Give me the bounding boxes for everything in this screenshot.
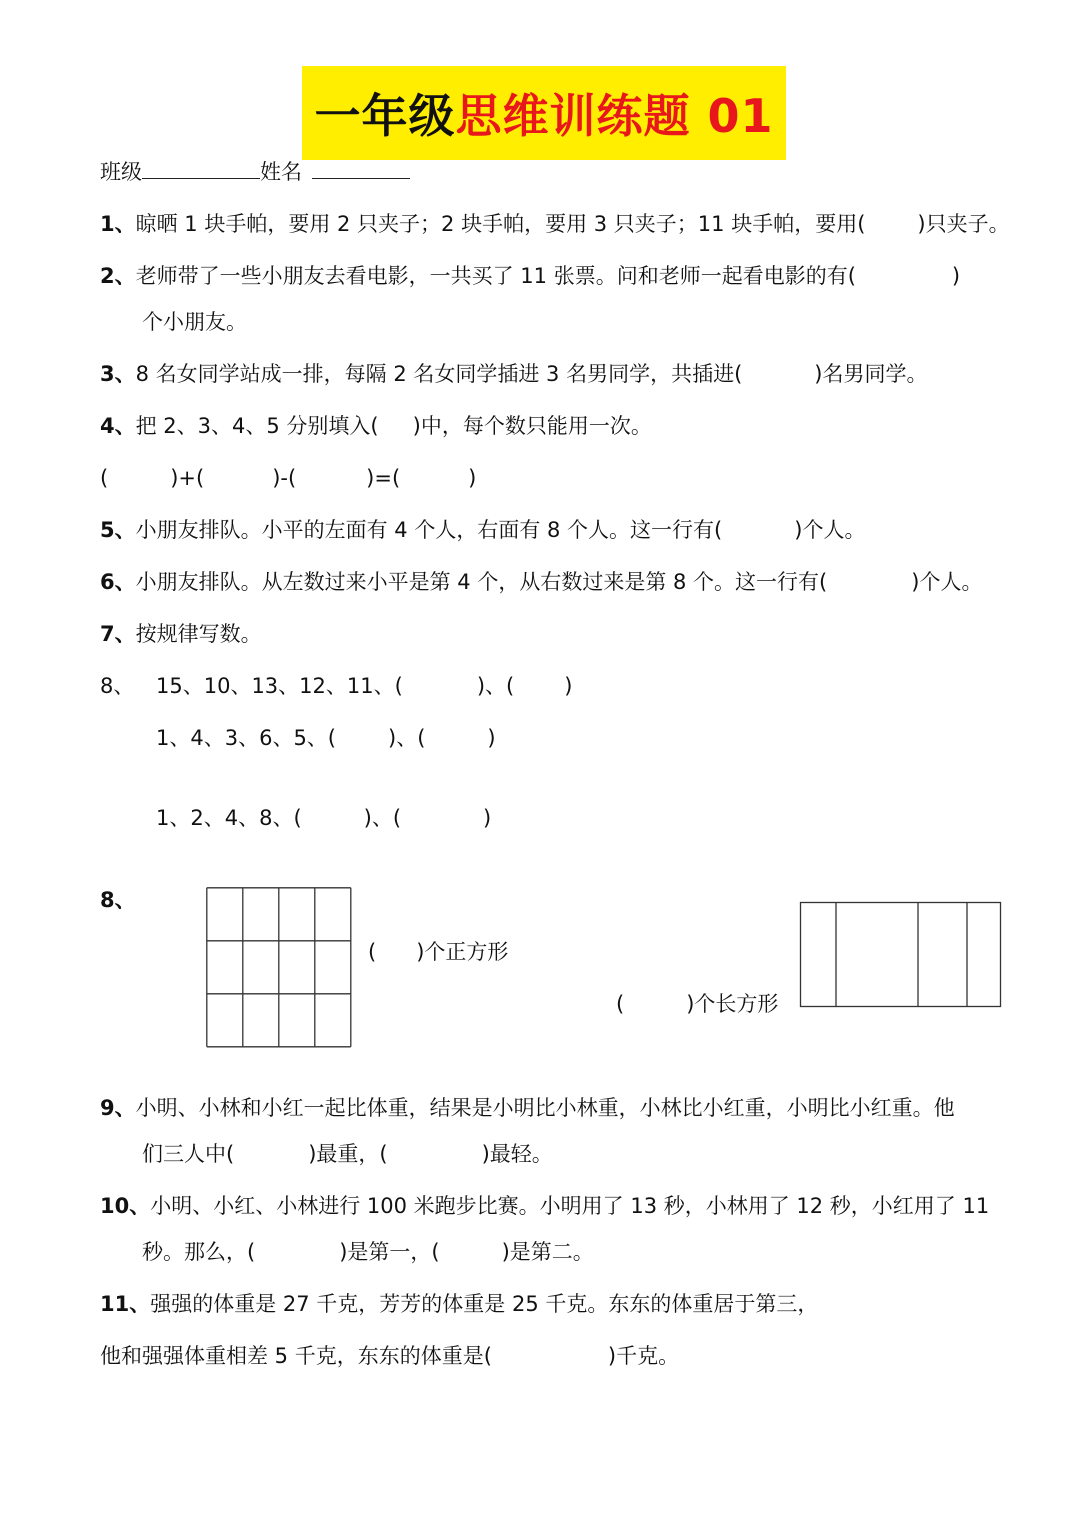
question-text: )只夹子。 bbox=[917, 212, 1010, 236]
question-text: 晾晒 1 块手帕，要用 2 只夹子；2 块手帕，要用 3 只夹子；11 块手帕，要用( bbox=[135, 212, 866, 236]
answer-text: ( bbox=[368, 940, 377, 964]
question-number: 1 bbox=[100, 212, 115, 236]
question-10 bbox=[100, 1192, 989, 1220]
name-label: 姓名 bbox=[260, 160, 302, 184]
question-number: 8 bbox=[100, 888, 115, 912]
squares-answer bbox=[368, 938, 508, 966]
question-separator: 、 bbox=[113, 674, 135, 698]
question-2 bbox=[100, 262, 960, 290]
question-text: 小朋友排队。小平的左面有 4 个人，右面有 8 个人。这一行有( bbox=[135, 518, 723, 542]
question-4 bbox=[100, 412, 652, 440]
question-10-continued bbox=[142, 1238, 594, 1266]
question-11-continued bbox=[100, 1342, 679, 1370]
equation-part: )=( bbox=[366, 466, 401, 490]
answer-text: )个正方形 bbox=[416, 940, 509, 964]
page-title bbox=[314, 80, 773, 146]
name-field[interactable] bbox=[312, 158, 410, 179]
question-number: 4 bbox=[100, 414, 115, 438]
question-text: )最重，( bbox=[308, 1142, 388, 1166]
question-2-continued bbox=[142, 308, 247, 336]
question-number: 7 bbox=[100, 622, 115, 646]
question-separator: 、 bbox=[129, 1292, 151, 1316]
answer-text: )个长方形 bbox=[686, 992, 779, 1016]
question-separator: 、 bbox=[114, 518, 136, 542]
question-separator: 、 bbox=[114, 362, 136, 386]
sequence-text: )、( bbox=[476, 674, 515, 698]
sequence-2 bbox=[156, 724, 496, 752]
question-text: )是第一，( bbox=[339, 1240, 440, 1264]
question-text: 把 2、3、4、5 分别填入( bbox=[135, 414, 379, 438]
question-number: 2 bbox=[100, 264, 115, 288]
question-text: 秒。那么，( bbox=[142, 1240, 256, 1264]
sequence-text: ) bbox=[564, 674, 573, 698]
question-text: 们三人中( bbox=[142, 1142, 235, 1166]
question-1 bbox=[100, 210, 1010, 238]
question-text: ) bbox=[951, 264, 961, 288]
sequence-text: ) bbox=[487, 726, 496, 750]
question-text: 小朋友排队。从左数过来小平是第 4 个，从右数过来是第 8 个。这一行有( bbox=[135, 570, 828, 594]
question-4-equation bbox=[100, 464, 476, 492]
title-banner bbox=[302, 66, 786, 160]
question-number: 10 bbox=[100, 1194, 130, 1218]
question-text: 个小朋友。 bbox=[142, 310, 247, 334]
question-8-sequences bbox=[100, 672, 134, 700]
rectangle-strip-figure bbox=[800, 902, 1001, 1007]
question-text: 强强的体重是 27 千克，芳芳的体重是 25 千克。东东的体重居于第三， bbox=[150, 1292, 819, 1316]
question-separator: 、 bbox=[114, 1096, 136, 1120]
sequence-text: )、( bbox=[388, 726, 426, 750]
question-separator: 、 bbox=[114, 622, 136, 646]
class-label: 班级 bbox=[100, 160, 142, 184]
question-number: 3 bbox=[100, 362, 115, 386]
sequence-text: )、( bbox=[363, 806, 402, 830]
question-9 bbox=[100, 1094, 955, 1122]
question-separator: 、 bbox=[114, 888, 136, 912]
header-line bbox=[100, 158, 410, 186]
question-9-continued bbox=[142, 1140, 553, 1168]
question-number: 6 bbox=[100, 570, 115, 594]
sequence-1 bbox=[156, 672, 572, 700]
question-text: )名男同学。 bbox=[814, 362, 928, 386]
question-number: 9 bbox=[100, 1096, 115, 1120]
question-3 bbox=[100, 360, 927, 388]
question-separator: 、 bbox=[114, 414, 136, 438]
question-text: 8 名女同学站成一排，每隔 2 名女同学插进 3 名男同学，共插进( bbox=[135, 362, 743, 386]
question-text: )是第二。 bbox=[501, 1240, 594, 1264]
equation-part: ) bbox=[468, 466, 477, 490]
question-separator: 、 bbox=[114, 212, 136, 236]
question-7 bbox=[100, 620, 262, 648]
question-separator: 、 bbox=[114, 264, 136, 288]
equation-part: )+( bbox=[170, 466, 205, 490]
question-text: )个人。 bbox=[794, 518, 866, 542]
question-number: 11 bbox=[100, 1292, 130, 1316]
question-11 bbox=[100, 1290, 818, 1318]
title-part-topic: 思维训练题 01 bbox=[455, 89, 774, 143]
answer-text: ( bbox=[616, 992, 625, 1016]
question-separator: 、 bbox=[129, 1194, 151, 1218]
question-text: 老师带了一些小朋友去看电影，一共买了 11 张票。问和老师一起看电影的有( bbox=[135, 264, 856, 288]
question-6 bbox=[100, 568, 982, 596]
rectangles-answer bbox=[616, 990, 778, 1018]
question-text: 小明、小红、小林进行 100 米跑步比赛。小明用了 13 秒，小林用了 12 秒，小红用了 11 bbox=[150, 1194, 990, 1218]
sequence-3 bbox=[156, 804, 491, 832]
question-text: 他和强强体重相差 5 千克，东东的体重是( bbox=[100, 1344, 492, 1368]
sequence-text: 15、10、13、12、11、( bbox=[156, 674, 403, 698]
equation-part: )-( bbox=[272, 466, 297, 490]
question-number: 8 bbox=[100, 674, 114, 698]
equation-part: ( bbox=[100, 466, 109, 490]
sequence-text: ) bbox=[483, 806, 492, 830]
title-part-grade: 一年级 bbox=[314, 89, 456, 143]
question-text: 按规律写数。 bbox=[135, 622, 262, 646]
question-number: 5 bbox=[100, 518, 115, 542]
question-separator: 、 bbox=[114, 570, 136, 594]
question-text: )最轻。 bbox=[481, 1142, 553, 1166]
question-text: )中，每个数只能用一次。 bbox=[412, 414, 652, 438]
class-field[interactable] bbox=[142, 158, 260, 179]
sequence-text: 1、2、4、8、( bbox=[156, 806, 302, 830]
question-8-shapes bbox=[100, 886, 136, 914]
question-text: )个人。 bbox=[911, 570, 983, 594]
sequence-text: 1、4、3、6、5、( bbox=[156, 726, 336, 750]
question-text: 小明、小林和小红一起比体重，结果是小明比小林重，小林比小红重，小明比小红重。他 bbox=[135, 1096, 955, 1120]
question-5 bbox=[100, 516, 865, 544]
question-text: )千克。 bbox=[607, 1344, 680, 1368]
square-grid-figure bbox=[206, 887, 352, 1048]
